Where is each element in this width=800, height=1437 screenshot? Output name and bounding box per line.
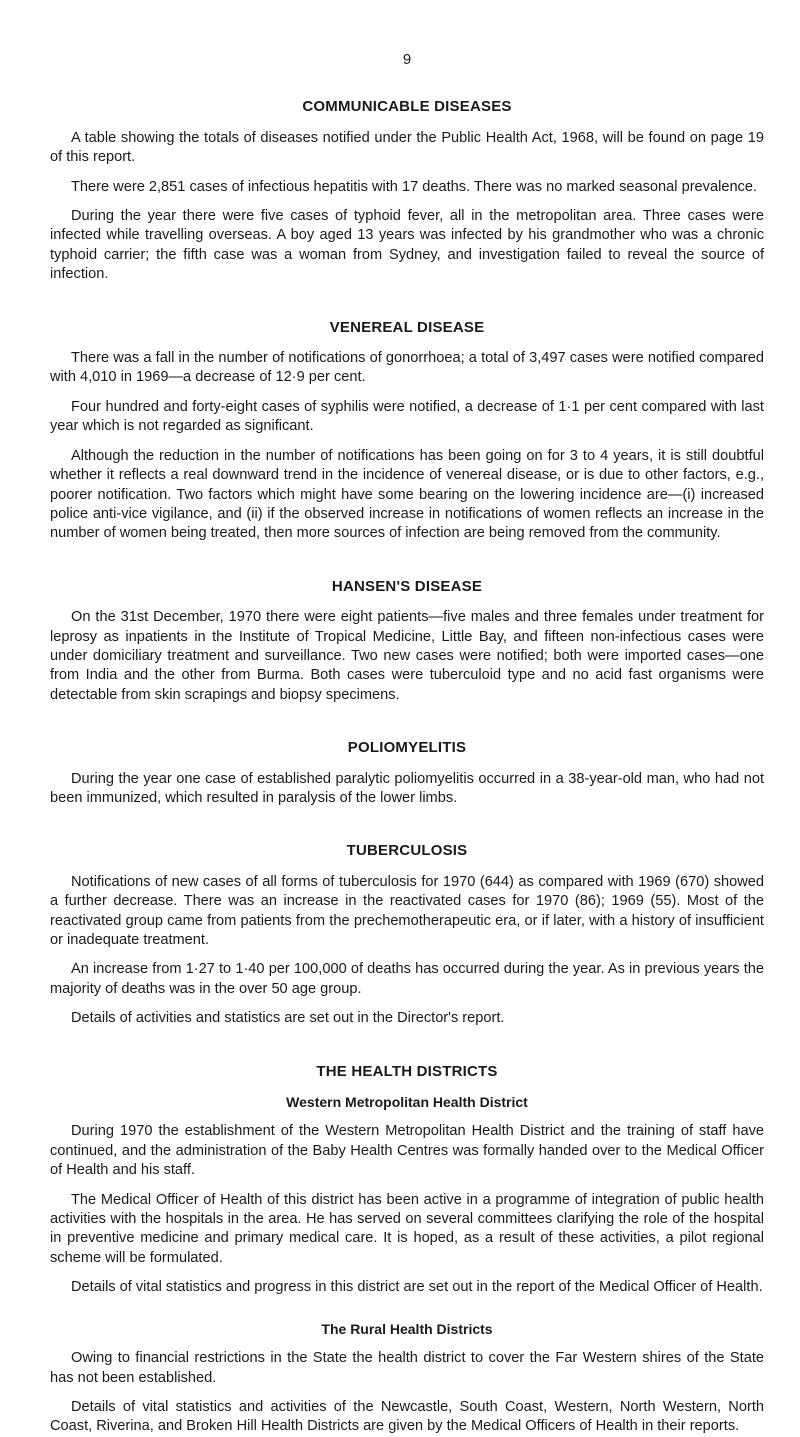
- paragraph: Although the reduction in the number of notifications has been going on for 3 to 4 years, it is still doubtful whether it reflects a real downward trend in the incidence of venereal disease, or is due to other factors, e.g., poorer notification. Two factors which might have some bearing on the lowering incidence are—(i) increased police anti-vice vigilance, and (ii) if the observed increase in notifications of women reflects an increase in the number of women being treated, then more sources of infection are being removed from the community.: [50, 447, 764, 542]
- paragraph: Owing to financial restrictions in the State the health district to cover the Far Western shires of the State has not been established.: [50, 1350, 764, 1386]
- subheading-western-metropolitan: Western Metropolitan Health District: [286, 1094, 528, 1111]
- page-number: 9: [402, 51, 412, 68]
- paragraph: Notifications of new cases of all forms of tuberculosis for 1970 (644) as compared with 1969 (670) showed a further decrease. There was an increase in the reactivated cases for 1970 (86); 1969 (55). Most of the reactivated group came from patients from the prechemotherapeutic era, or if later, with a history of insufficient or inadequate treatment.: [50, 873, 764, 948]
- paragraph: During 1970 the establishment of the Western Metropolitan Health District and the training of staff have continued, and the administration of the Baby Health Centres was formally handed over to the Medical Officer of Health and his staff.: [50, 1123, 764, 1179]
- heading-venereal-disease: VENEREAL DISEASE: [329, 318, 485, 336]
- paragraph: An increase from 1·27 to 1·40 per 100,000 of deaths has occurred during the year. As in previous years the majority of deaths was in the over 50 age group.: [50, 961, 764, 997]
- heading-hansens-disease: HANSEN'S DISEASE: [331, 577, 483, 595]
- paragraph: Details of vital statistics and progress in this district are set out in the report of the Medical Officer of Health.: [71, 1279, 763, 1296]
- paragraph: During the year one case of established paralytic poliomyelitis occurred in a 38-year-old man, who had not been immunized, which resulted in paralysis of the lower limbs.: [50, 770, 764, 806]
- heading-poliomyelitis: POLIOMYELITIS: [347, 739, 467, 757]
- heading-communicable-diseases: COMMUNICABLE DISEASES: [302, 98, 512, 116]
- heading-tuberculosis: TUBERCULOSIS: [346, 842, 468, 860]
- paragraph: On the 31st December, 1970 there were eight patients—five males and three females under treatment for leprosy as inpatients in the Institute of Tropical Medicine, Little Bay, and fifteen non-infectious cases were under domiciliary treatment and surveillance. Two new cases were notified; both were imported cases—one from India and the other from Burma. Both cases were tuberculoid type and no acid fast organisms were detectable from skin scrapings and biopsy specimens.: [50, 609, 764, 703]
- subheading-rural-health-districts: The Rural Health Districts: [321, 1320, 493, 1337]
- paragraph: The Medical Officer of Health of this district has been active in a programme of integration of public health activities with the hospitals in the area. He has served on several committees clarifying the role of the hospital in preventive medicine and primary medical care. It is hoped, as a result of these activities, a pilot regional scheme will be formulated.: [50, 1191, 764, 1266]
- paragraph: Details of activities and statistics are set out in the Director's report.: [71, 1010, 505, 1027]
- paragraph: There was a fall in the number of notifications of gonorrhoea; a total of 3,497 cases were notified compared with 4,010 in 1969—a decrease of 12·9 per cent.: [50, 350, 764, 386]
- heading-health-districts: THE HEALTH DISTRICTS: [316, 1062, 498, 1080]
- paragraph: A table showing the totals of diseases notified under the Public Health Act, 1968, will be found on page 19 of this report.: [50, 129, 764, 166]
- paragraph: Four hundred and forty-eight cases of syphilis were notified, a decrease of 1·1 per cent compared with last year which is not regarded as significant.: [50, 398, 764, 435]
- paragraph: During the year there were five cases of typhoid fever, all in the metropolitan area. Three cases were infected while travelling overseas. A boy aged 13 years was infected by his grandmother who was a chronic typhoid carrier; the fifth case was a woman from Sydney, and investigation failed to reveal the source of infection.: [50, 208, 764, 283]
- paragraph: There were 2,851 cases of infectious hepatitis with 17 deaths. There was no marked seasonal prevalence.: [71, 178, 758, 195]
- paragraph: Details of vital statistics and activities of the Newcastle, South Coast, Western, North Western, North Coast, Riverina, and Broken Hill Health Districts are given by the Medical Officers of Health in their reports.: [50, 1398, 764, 1435]
